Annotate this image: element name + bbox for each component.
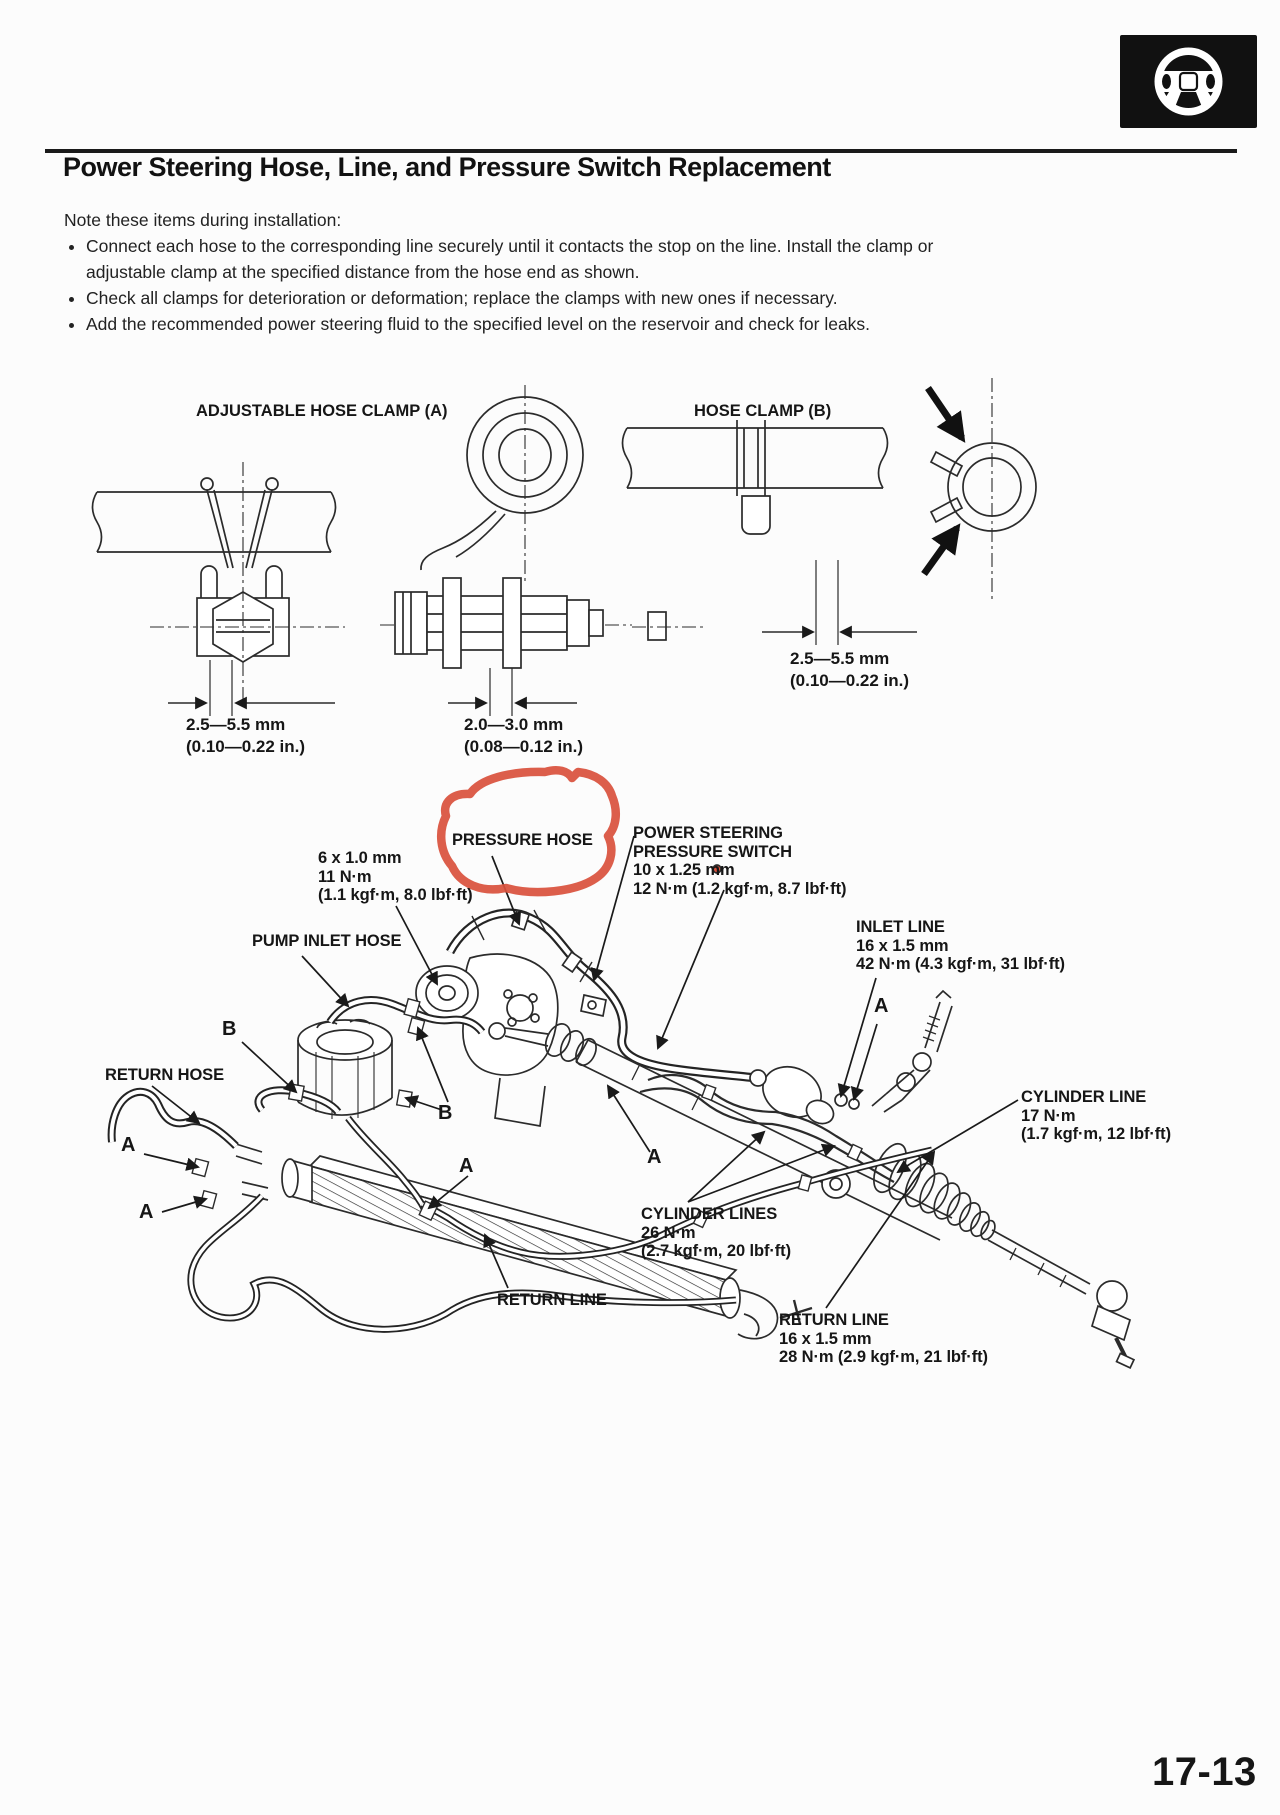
marker-a: A xyxy=(459,1155,474,1177)
reservoir xyxy=(298,1020,392,1119)
steering-wheel-icon xyxy=(1120,35,1257,128)
label-pump-bolt-spec xyxy=(318,849,472,905)
label-line: CYLINDER LINE xyxy=(1021,1088,1147,1106)
label-line: 17 N·m xyxy=(1021,1106,1076,1125)
label-line: RETURN LINE xyxy=(779,1311,889,1329)
label-line: (1.7 kgf·m, 12 lbf·ft) xyxy=(1021,1125,1171,1143)
label-inlet-line xyxy=(856,918,1065,974)
label-cylinder-line xyxy=(1021,1088,1171,1144)
figure-hose-clamp-b xyxy=(623,420,918,645)
figure-heading-adjustable-clamp: ADJUSTABLE HOSE CLAMP (A) xyxy=(196,402,448,420)
marker-a: A xyxy=(647,1146,662,1168)
marker-a: A xyxy=(139,1201,154,1223)
label-pressure-hose: PRESSURE HOSE xyxy=(452,831,593,849)
marker-b: B xyxy=(438,1102,453,1124)
marker-a: A xyxy=(874,995,889,1017)
figure-adjustable-clamp-side xyxy=(380,385,632,716)
dimension-in: (0.10—0.22 in.) xyxy=(790,671,910,690)
label-return-line: RETURN LINE xyxy=(497,1291,607,1309)
label-line: CYLINDER LINES xyxy=(641,1205,778,1223)
label-line: INLET LINE xyxy=(856,918,945,936)
return-hose-tube xyxy=(112,1090,338,1146)
dimension-mm: 2.5—5.5 mm xyxy=(790,649,890,668)
label-line: PRESSURE SWITCH xyxy=(633,842,792,861)
main-diagram xyxy=(112,770,1134,1368)
list-item: • Connect each hose to the corresponding line securely until it contacts the stop on the line. Install the clamp or adjustable clamp at the specified distance from the hose end as shown. xyxy=(86,233,1012,285)
dimension-in: (0.10—0.22 in.) xyxy=(186,737,306,756)
label-line: 11 N·m xyxy=(318,867,372,886)
label-pressure-switch xyxy=(633,824,846,898)
figure-spring-clamp-detail xyxy=(924,378,1036,600)
label-line: 6 x 1.0 mm xyxy=(318,849,402,867)
label-line: POWER STEERING xyxy=(633,824,783,842)
page-title: Power Steering Hose, Line, and Pressure Switch Replacement xyxy=(63,152,831,182)
label-line: 12 N·m (1.2 kgf·m, 8.7 lbf·ft) xyxy=(633,879,847,898)
pressure-switch-part xyxy=(581,995,606,1016)
label-line: 28 N·m (2.9 kgf·m, 21 lbf·ft) xyxy=(779,1348,988,1366)
label-line: 16 x 1.5 mm xyxy=(779,1329,872,1348)
list-item: • Check all clamps for deterioration or deformation; replace the clamps with new ones if necessary. xyxy=(86,285,1012,311)
dimension-label xyxy=(464,714,583,758)
dimension-label xyxy=(186,714,305,758)
label-return-line-spec xyxy=(779,1311,988,1367)
power-steering-pump xyxy=(416,954,558,1126)
list-item: • Add the recommended power steering fluid to the specified level on the reservoir and check for leaks. xyxy=(86,311,1012,337)
dimension-mm: 2.5—5.5 mm xyxy=(186,715,286,734)
label-line: 16 x 1.5 mm xyxy=(856,936,949,955)
marker-a: A xyxy=(121,1134,136,1156)
figure-heading-hose-clamp-b: HOSE CLAMP (B) xyxy=(694,402,832,420)
installation-notes-list xyxy=(64,233,1012,337)
dimension-in: (0.08—0.12 in.) xyxy=(464,737,584,756)
label-line: (2.7 kgf·m, 20 lbf·ft) xyxy=(641,1242,791,1260)
marker-b: B xyxy=(222,1018,237,1040)
label-line: (1.1 kgf·m, 8.0 lbf·ft) xyxy=(318,886,473,904)
label-line: 26 N·m xyxy=(641,1223,696,1242)
intro-text: Note these items during installation: xyxy=(64,210,342,230)
label-cylinder-lines xyxy=(641,1205,791,1261)
label-pump-inlet-hose: PUMP INLET HOSE xyxy=(252,932,402,950)
label-line: 42 N·m (4.3 kgf·m, 31 lbf·ft) xyxy=(856,955,1065,973)
dimension-label xyxy=(790,648,909,692)
label-return-hose: RETURN HOSE xyxy=(105,1066,224,1084)
dimension-mm: 2.0—3.0 mm xyxy=(464,715,564,734)
label-line: 10 x 1.25 mm xyxy=(633,861,735,879)
page-number: 17-13 xyxy=(1152,1750,1257,1794)
figure-adjustable-clamp-front xyxy=(93,462,346,716)
